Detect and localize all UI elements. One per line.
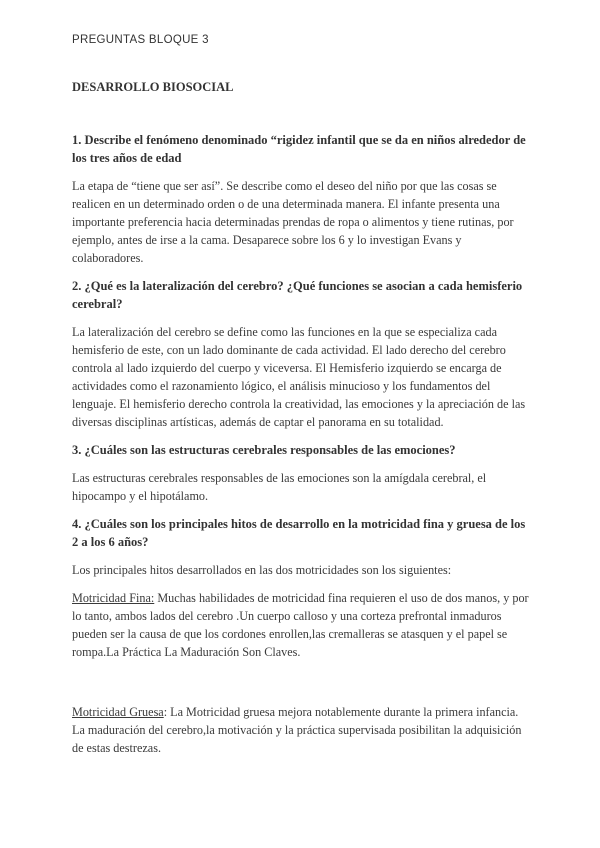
motricidad-gruesa-label: Motricidad Gruesa bbox=[72, 705, 164, 719]
answer-4-fina bbox=[72, 589, 532, 661]
page-header: PREGUNTAS BLOQUE 3 bbox=[72, 34, 209, 46]
question-4: 4. ¿Cuáles son los principales hitos de desarrollo en la motricidad fina y gruesa de los 2 a los 6 años? bbox=[72, 517, 526, 549]
answer-4-intro: Los principales hitos desarrollados en las dos motricidades son los siguientes: bbox=[72, 563, 452, 577]
question-3: 3. ¿Cuáles son las estructuras cerebrales responsables de las emociones? bbox=[72, 443, 456, 457]
spacer bbox=[72, 671, 532, 703]
question-2: 2. ¿Qué es la lateralización del cerebro? ¿Qué funciones se asocian a cada hemisferio cerebral? bbox=[72, 279, 523, 311]
motricidad-fina-label: Motricidad Fina: bbox=[72, 591, 155, 605]
answer-3: Las estructuras cerebrales responsables de las emociones son la amígdala cerebral, el hipocampo y el hipotálamo. bbox=[72, 471, 487, 503]
document-body bbox=[72, 131, 532, 767]
answer-2: La lateralización del cerebro se define como las funciones en la que se especializa cada hemisferio de este, con un lado dominante de cada actividad. El lado derecho del cerebro controla al lado izquierdo del cuerpo y viceversa. El Hemisferio izquierdo se encarga de actividades como el razonamiento lógico, el análisis minucioso y los fundamentos del lenguaje. El hemisferio derecho controla la creatividad, las emociones y la apreciación de las diversas disciplinas artísticas, además de captar el panorama en su totalidad. bbox=[72, 325, 526, 429]
answer-4-gruesa bbox=[72, 703, 532, 757]
answer-1: La etapa de “tiene que ser así”. Se describe como el deseo del niño por que las cosas se realicen en un determinado orden o de una determinada manera. El infante presenta una importante preferencia hacia determinadas prendas de ropa o alimentos y tiene rutinas, por ejemplo, antes de irse a la cama. Desaparece sobre los 6 y lo investigan Evans y colaboradores. bbox=[72, 179, 514, 265]
motricidad-gruesa-text: : La Motricidad gruesa mejora notablemente durante la primera infancia. La maduración del cerebro,la motivación y la práctica supervisada posibilitan la adquisición de estas destrezas. bbox=[72, 705, 522, 755]
question-1: 1. Describe el fenómeno denominado “rigidez infantil que se da en niños alrededor de los tres años de edad bbox=[72, 133, 526, 165]
motricidad-fina-text: Muchas habilidades de motricidad fina requieren el uso de dos manos, y por lo tanto, ambos lados del cerebro .Un cuerpo calloso y una corteza prefrontal inmaduros pueden ser la causa de que los cordones enrollen,las cremalleras se atasquen y el papel se rompa.La Práctica La Maduración Son Claves. bbox=[72, 591, 529, 659]
document-title: DESARROLLO BIOSOCIAL bbox=[72, 80, 234, 94]
